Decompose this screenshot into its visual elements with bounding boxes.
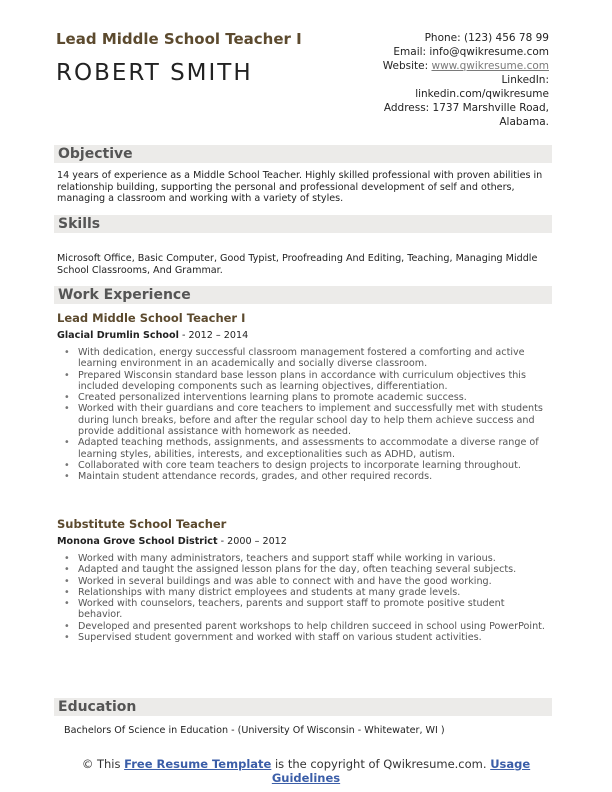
linkedin: linkedin.com/qwikresume — [415, 88, 549, 100]
list-item: • Maintain student attendance records, grades, and other required records. — [64, 471, 550, 482]
skills-text: Microsoft Office, Basic Computer, Good Typist, Proofreading And Editing, Teaching, Managing Middle School Classrooms, And Grammar. — [57, 253, 538, 276]
list-item: • Worked with many administrators, teachers and support staff while working in various. — [64, 553, 550, 564]
work-experience-heading: Work Experience — [54, 286, 552, 304]
job-1-dates: - 2012 – 2014 — [178, 330, 249, 341]
list-item: • Supervised student government and worked with staff on various student activities. — [64, 632, 550, 643]
list-item: • Created personalized interventions learning plans to promote academic success. — [64, 392, 550, 403]
list-item: • Developed and presented parent workshops to help children succeed in school using PowerPoint. — [64, 621, 550, 632]
list-item: • Prepared Wisconsin standard base lesson plans in accordance with curriculum objectives this included developing components such as learning objectives, differentiation. — [64, 370, 550, 393]
job-1-title: Lead Middle School Teacher I — [57, 311, 246, 325]
website-link[interactable]: www.qwikresume.com — [431, 60, 549, 72]
footer-copyright-text: is the copyright of Qwikresume.com. — [271, 757, 491, 771]
website — [309, 59, 549, 73]
job-2-dates: - 2000 – 2012 — [217, 536, 287, 547]
list-item: • Adapted teaching methods, assignments, and assessments to accommodate a diverse range of learning styles, abilities, interests, and exceptionalities such as ADHD, autism. — [64, 437, 550, 460]
list-item: • Worked in several buildings and was able to connect with and have the good working. — [64, 576, 550, 587]
usage-guidelines-link-part-2[interactable]: Guidelines — [271, 771, 341, 785]
list-item: • With dedication, energy successful classroom management fostered a comforting and active learning environment in an academically and socially diverse classroom. — [64, 347, 550, 370]
job-2-bullets — [64, 553, 550, 643]
education-heading: Education — [54, 698, 552, 716]
free-resume-template-link[interactable]: Free Resume Template — [124, 757, 272, 771]
usage-guidelines-link-part-1[interactable]: Usage — [490, 757, 531, 771]
footer — [0, 757, 612, 785]
address-line-2: Alabama. — [499, 116, 549, 128]
candidate-name: ROBERT SMITH — [56, 60, 253, 86]
job-2-employer: Monona Grove School District — [57, 536, 218, 547]
job-1-employer-line — [57, 330, 248, 341]
linkedin-label: LinkedIn: — [501, 74, 549, 86]
objective-text: 14 years of experience as a Middle School Teacher. Highly skilled professional with proven abilities in relationship building, supporting the personal and professional development of self and others, managing a classroom and working with a variety of styles. — [57, 170, 543, 204]
list-item: • Adapted and taught the assigned lesson plans for the day, often teaching several subjects. — [64, 564, 550, 575]
website-label: Website: — [382, 60, 432, 72]
contact-block — [309, 31, 549, 129]
job-1-employer: Glacial Drumlin School — [57, 330, 179, 341]
list-item: • Worked with counselors, teachers, parents and support staff to promote positive student behavior. — [64, 598, 550, 621]
address-line-1: Address: 1737 Marshville Road, — [383, 102, 549, 114]
objective-heading: Objective — [54, 145, 552, 163]
list-item: • Collaborated with core team teachers to design projects to incorporate learning throughout. — [64, 460, 550, 471]
skills-heading: Skills — [54, 215, 552, 233]
education-text: Bachelors Of Science in Education - (University Of Wisconsin - Whitewater, WI ) — [64, 725, 445, 736]
phone: Phone: (123) 456 78 99 — [424, 32, 549, 44]
job-1-bullets — [64, 347, 550, 483]
email: Email: info@qwikresume.com — [393, 46, 549, 58]
footer-prefix: © This — [81, 757, 125, 771]
job-2-employer-line — [57, 536, 287, 547]
list-item: • Worked with their guardians and core teachers to implement and successfully met with students during lunch breaks, before and after the regular school day to help them achieve success and provide additional assistance with homework as needed. — [64, 403, 550, 437]
job-2-title: Substitute School Teacher — [57, 517, 227, 531]
job-title: Lead Middle School Teacher I — [56, 30, 302, 48]
list-item: • Relationships with many district employees and students at many grade levels. — [64, 587, 550, 598]
